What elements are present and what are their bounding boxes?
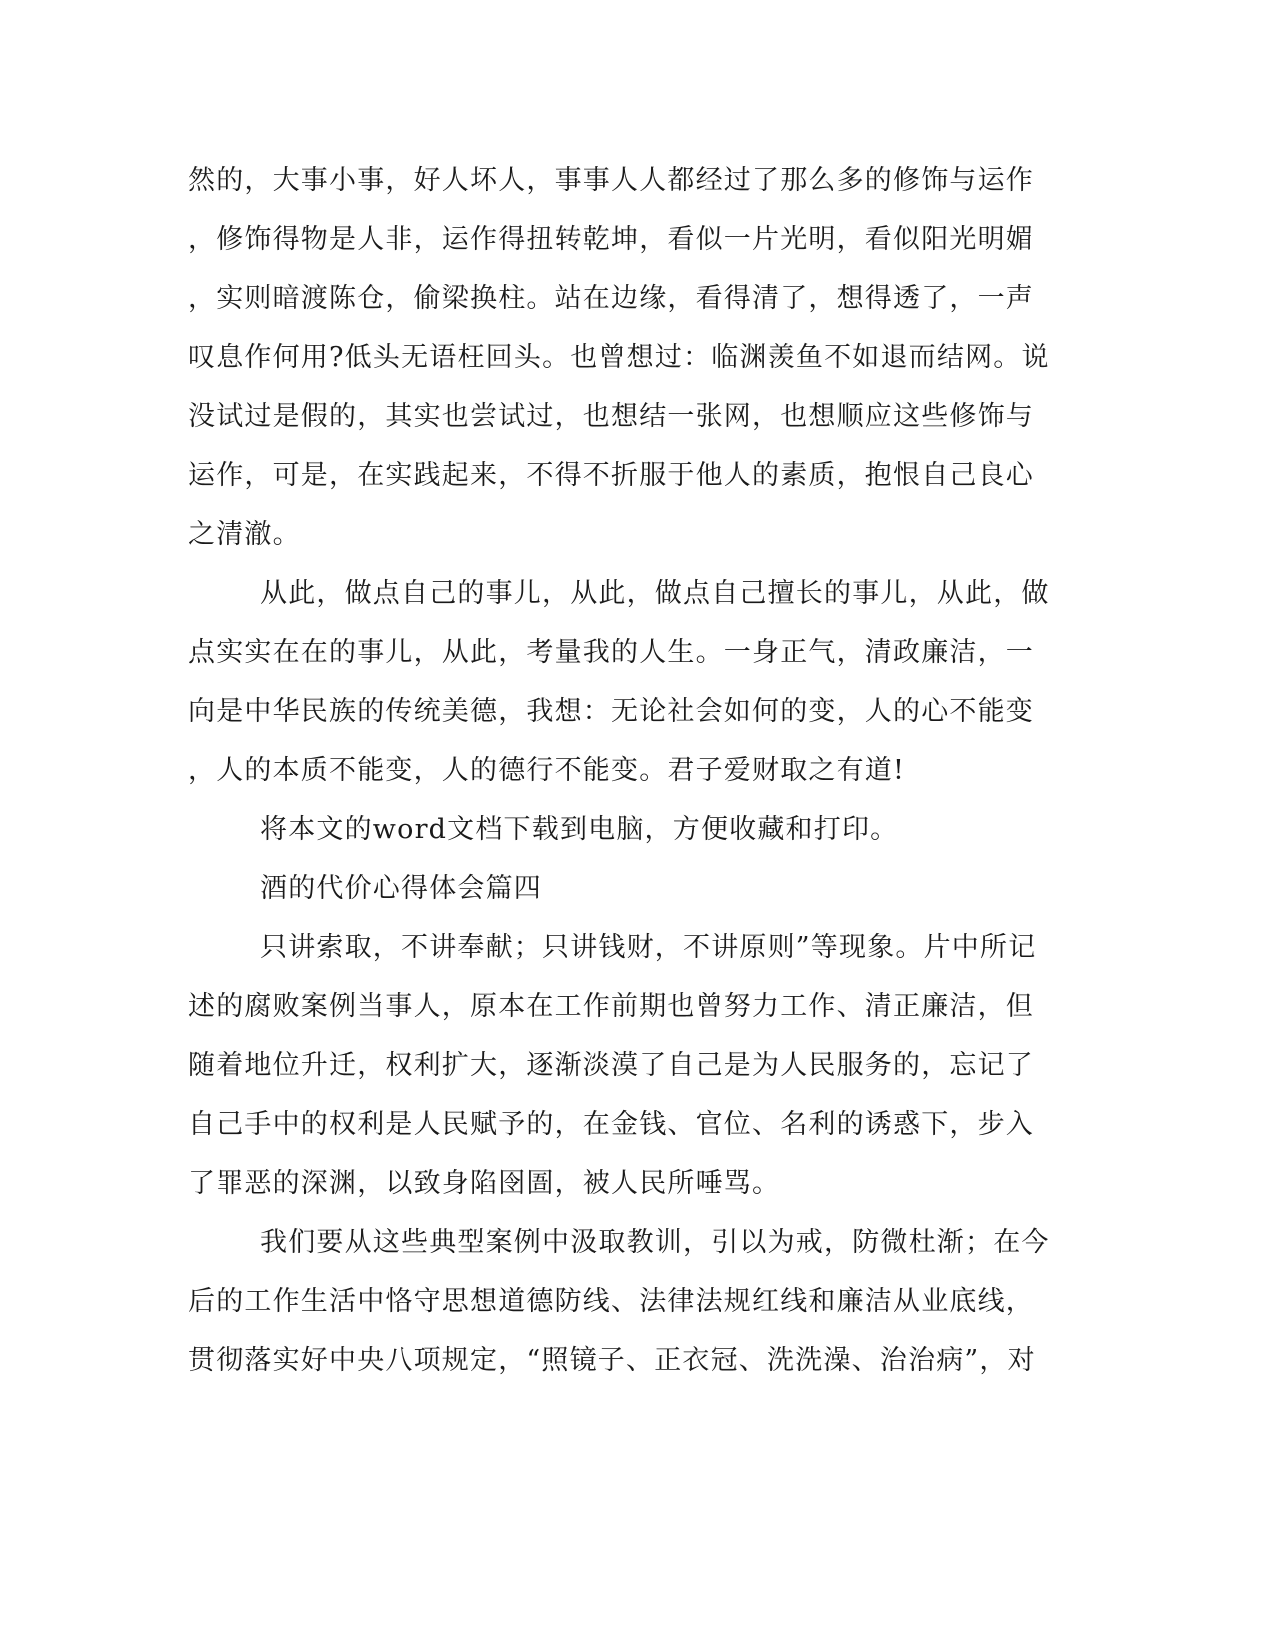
paragraph-start-line: 我们要从这些典型案例中汲取教训，引以为戒，防微杜渐；在今 [260, 1227, 1050, 1258]
text-line: 叹息作何用?低头无语枉回头。也曾想过：临渊羡鱼不如退而结网。说 [188, 342, 1050, 373]
text-line: 了罪恶的深渊，以致身陷囹圄，被人民所唾骂。 [188, 1168, 781, 1199]
text-line: 述的腐败案例当事人，原本在工作前期也曾努力工作、清正廉洁，但 [188, 991, 1034, 1022]
section-heading: 酒的代价心得体会篇四 [260, 873, 542, 904]
text-line: 然的，大事小事，好人坏人，事事人人都经过了那么多的修饰与运作 [188, 165, 1034, 196]
text-line: 运作，可是，在实践起来，不得不折服于他人的素质，抱恨自己良心 [188, 460, 1034, 491]
text-line: 向是中华民族的传统美德，我想：无论社会如何的变，人的心不能变 [188, 696, 1034, 727]
text-line: ，实则暗渡陈仓，偷梁换柱。站在边缘，看得清了，想得透了，一声 [188, 283, 1034, 314]
text-line: 后的工作生活中恪守思想道德防线、法律法规红线和廉洁从业底线， [188, 1286, 1034, 1317]
download-note: 将本文的word文档下载到电脑，方便收藏和打印。 [260, 814, 899, 845]
text-line: 贯彻落实好中央八项规定，“照镜子、正衣冠、洗洗澡、治治病”，对 [188, 1345, 1036, 1376]
text-line: 之清澈。 [188, 519, 301, 550]
text-line: 没试过是假的，其实也尝试过，也想结一张网，也想顺应这些修饰与 [188, 401, 1034, 432]
text-line: ，修饰得物是人非，运作得扭转乾坤，看似一片光明，看似阳光明媚 [188, 224, 1034, 255]
text-line: 点实实在在的事儿，从此，考量我的人生。一身正气，清政廉洁，一 [188, 637, 1034, 668]
text-line: 自己手中的权利是人民赋予的，在金钱、官位、名利的诱惑下，步入 [188, 1109, 1034, 1140]
text-line: ，人的本质不能变，人的德行不能变。君子爱财取之有道! [188, 755, 906, 786]
paragraph-start-line: 只讲索取，不讲奉献；只讲钱财，不讲原则”等现象。片中所记 [260, 932, 1037, 963]
text-line: 随着地位升迁，权利扩大，逐渐淡漠了自己是为人民服务的，忘记了 [188, 1050, 1034, 1081]
paragraph-start-line: 从此，做点自己的事儿，从此，做点自己擅长的事儿，从此，做 [260, 578, 1050, 609]
